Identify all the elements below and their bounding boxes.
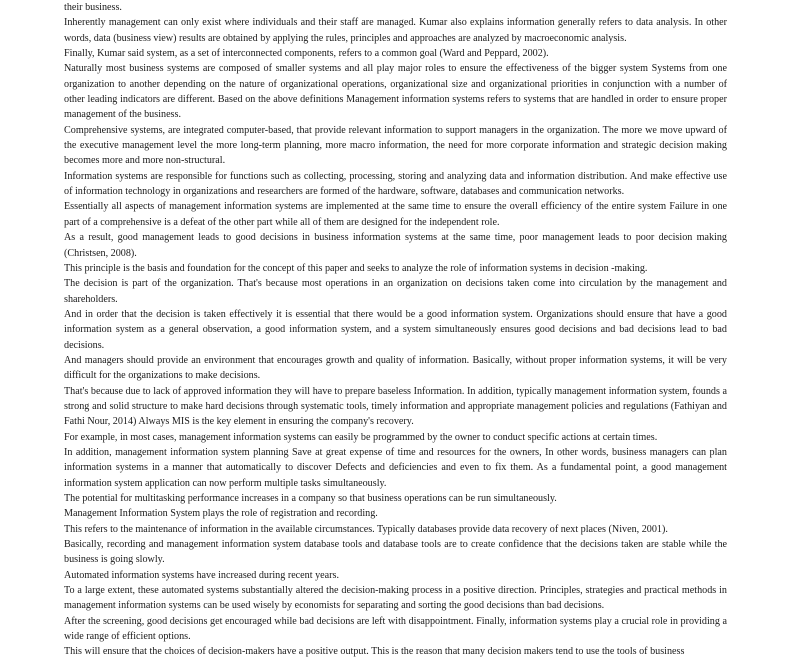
paragraph-16: The potential for multitasking performance increases in a company so that business operations can be run simultaneously. [64, 493, 557, 504]
paragraph-15: In addition, management information system planning Save at great expense of time and resources for the owners, In other words, business managers can plan information systems in a manner that automatically to discover Defects and deficiencies and even to fix them. As a fundamental point, a good management information system application can now perform multiple tasks simultaneously. [64, 446, 727, 489]
paragraph-3: Finally, Kumar said system, as a set of interconnected components, refers to a common goal (Ward and Peppard, 2002). [64, 48, 549, 60]
paragraph-19: Basically, recording and management information system database tools and database tools are to create confidence that the decisions taken are stable while the business is going slowly. [64, 539, 727, 566]
paragraph-17: Management Information System plays the role of registration and recording. [64, 508, 378, 520]
paragraph-20: Automated information systems have increased during recent years. [64, 569, 339, 581]
paragraph-1: their business. [64, 2, 122, 13]
paragraph-10: The decision is part of the organization. That's because most operations in an organization on decisions taken come into circulation by the management and shareholders. [64, 278, 727, 305]
paragraph-18: This refers to the maintenance of information in the available circumstances. Typically databases provide data recovery of next places (Niven, 2001). [64, 523, 668, 535]
paragraph-6: Information systems are responsible for functions such as collecting, processing, storing and analyzing data and information distribution. And make effective use of information technology in organizations and researchers are formed of the hardware, software, databases and communication networks. [64, 170, 727, 198]
document-page [64, 0, 727, 660]
paragraph-2: Inherently management can only exist where individuals and their staff are managed. Kumar also explains information generally refers to data analysis. In other words, data (business view) results are obtained by applying the rules, principles and approaches are analyzed by macroeconomic analysis. [64, 17, 727, 44]
paragraph-22: After the screening, good decisions get encouraged while bad decisions are left with disappointment. Finally, information systems play a crucial role in providing a wide range of efficient options. [64, 615, 727, 643]
paragraph-5: Comprehensive systems, are integrated computer-based, that provide relevant information to support managers in the organization. The more we move upward of the executive management level the more long-term planning, more macro information, the need for more corporate information and strategic decision making becomes more and more non-structural. [64, 124, 727, 167]
paragraph-4: Naturally most business systems are composed of smaller systems and all play major roles to ensure the effectiveness of the bigger system Systems from one organization to another depending on the nature of organizational operations, organizational size and organizational priorities in conjunction with a number of other leading indicators are different. Based on the above definitions Management information systems refers to systems that are handled in order to ensure proper management of the business. [64, 63, 727, 121]
paragraph-21: To a large extent, these automated systems substantially altered the decision-making process in a positive direction. Principles, strategies and practical methods in management information systems can be used wisely by economists for separating and sorting the good decisions than bad decisions. [64, 585, 727, 612]
paragraph-7: Essentially all aspects of management information systems are implemented at the same time to ensure the overall efficiency of the entire system Failure in one part of a comprehensive is a defeat of the other part while all of them are designed for the independent role. [64, 201, 727, 228]
paragraph-8: As a result, good management leads to good decisions in business information systems at the same time, poor management leads to poor decision making (Christsen, 2008). [64, 232, 727, 259]
paragraph-23: This will ensure that the choices of decision-makers have a positive output. This is the reason that many decision makers tend to use the tools of business [64, 646, 685, 658]
paragraph-9: This principle is the basis and foundation for the concept of this paper and seeks to analyze the role of information systems in decision -making. [64, 262, 648, 274]
paragraph-14: For example, in most cases, management information systems can easily be programmed by the owner to conduct specific actions at certain times. [64, 431, 658, 443]
paragraph-12: And managers should provide an environment that encourages growth and quality of information. Basically, without proper information systems, it will be very difficult for the organizations to make decisions. [64, 354, 727, 382]
paragraph-13: That's because due to lack of approved information they will have to prepare baseless Information. In addition, typically management information system, founds a strong and solid structure to make hard decisions through systematic tools, timely information and appropriate management policies and regulations (Fathiyan and Fathi Nour, 2014) Always MIS is the key element in ensuring the company's recovery. [64, 385, 727, 428]
paragraph-11: And in order that the decision is taken effectively it is essential that there would be a good information system. Organizations should ensure that have a good information system as a general observation, a good information system, and a system simultaneously ensures good decisions and bad decisions lead to bad decisions. [64, 308, 727, 351]
